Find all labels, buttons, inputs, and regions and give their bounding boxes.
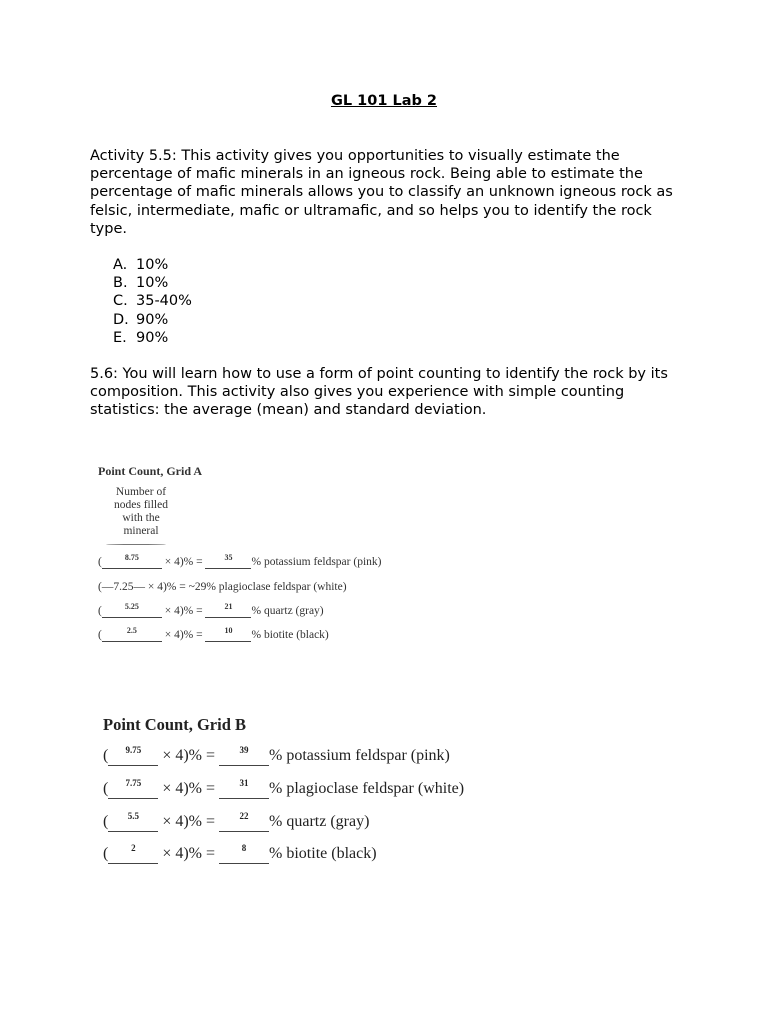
answer-letter: E. [113, 329, 127, 346]
answer-letter: A. [113, 257, 128, 273]
answer-value: 90% [136, 311, 169, 328]
grid-b-row: ( $^2$ × 4)% = $^8$ % biotite (black) [103, 843, 377, 862]
percent-blank: 21 [205, 605, 251, 618]
nodes-blank: 9.75 [108, 747, 158, 766]
answer-item [113, 256, 192, 274]
percent-blank: 39 [219, 747, 269, 766]
nodes-blank: 2.5 [102, 629, 162, 642]
mineral-label: % biotite (black) [251, 629, 329, 641]
answer-list [113, 256, 192, 347]
answer-item [113, 274, 192, 292]
grid-b-row: ( $^{5.5}$ × 4)% = $^{22}$ % quartz (gray) [103, 811, 370, 830]
nodes-blank: 2 [108, 845, 158, 864]
grid-a-title: Point Count, Grid A [98, 464, 203, 478]
grid-a-row: ( $^{2.5}$ × 4)% = $^{10}$ % biotite (black) [98, 626, 329, 641]
answer-letter: B. [113, 275, 128, 292]
mineral-label: % plagioclase feldspar (white) [269, 780, 465, 797]
grid-a-column-header: Number of nodes filled with the mineral [114, 486, 168, 537]
point-count-grid-a [98, 464, 438, 641]
percent-blank: 22 [219, 813, 269, 832]
mineral-label: plagioclase feldspar (white) [218, 581, 347, 593]
percent-value: ~29% [188, 581, 216, 593]
grid-b-row: ( $^{7.75}$ × 4)% = $^{31}$ % plagioclase feldspar (white) [103, 778, 465, 797]
answer-value: 90% [136, 329, 169, 346]
answer-item [113, 292, 192, 310]
answer-letter: C. [113, 293, 128, 310]
answer-value: 10% [136, 257, 169, 273]
answer-item [113, 329, 192, 347]
answer-item [113, 311, 192, 329]
percent-blank: 35 [205, 556, 251, 569]
answer-value: 10% [136, 275, 169, 292]
answer-value: 35-40% [136, 293, 192, 310]
mineral-label: % quartz (gray) [269, 813, 370, 830]
grid-a-row: ( $^{8.75}$ × 4)% = $^{35}$ % potassium feldspar (pink) [98, 553, 382, 568]
activity-5-5-text: Activity 5.5: This activity gives you opportunities to visually estimate the percentage of mafic minerals in an igneous rock. Being able to estimate the percentage of mafic minerals allows you to classify an unknown igneous rock as felsic, intermediate, mafic or ultramafic, and so helps you to identify the rock type. [90, 148, 673, 237]
mineral-label: % quartz (gray) [251, 605, 324, 617]
nodes-blank: 5.25 [102, 605, 162, 618]
mineral-label: % potassium feldspar (pink) [269, 747, 450, 764]
point-count-grid-b [103, 715, 523, 862]
nodes-blank: 7.75 [108, 780, 158, 799]
column-header-brace [106, 544, 166, 545]
nodes-blank: 8.75 [102, 556, 162, 569]
mineral-label: % potassium feldspar (pink) [251, 556, 382, 568]
answer-letter: D. [113, 311, 129, 328]
mineral-label: % biotite (black) [269, 845, 377, 862]
percent-blank: 10 [205, 629, 251, 642]
nodes-value: 7.25 [113, 581, 134, 593]
grid-a-row: ( $^{5.25}$ × 4)% = $^{21}$ % quartz (gray) [98, 602, 324, 617]
percent-blank: 31 [219, 780, 269, 799]
page-title: GL 101 Lab 2 [330, 93, 438, 109]
percent-blank: 8 [219, 845, 269, 864]
grid-b-row: ( $^{9.75}$ × 4)% = $^{39}$ % potassium feldspar (pink) [103, 745, 450, 764]
activity-5-6-text: 5.6: You will learn how to use a form of point counting to identify the rock by its composition. This activity also gives you experience with simple counting statistics: the average (mean) and standard deviation. [90, 366, 668, 419]
nodes-blank: 5.5 [108, 813, 158, 832]
grid-b-title: Point Count, Grid B [103, 715, 247, 734]
grid-a-row: (—7.25— × 4)% = ~29% plagioclase feldspar (white) [98, 581, 347, 593]
